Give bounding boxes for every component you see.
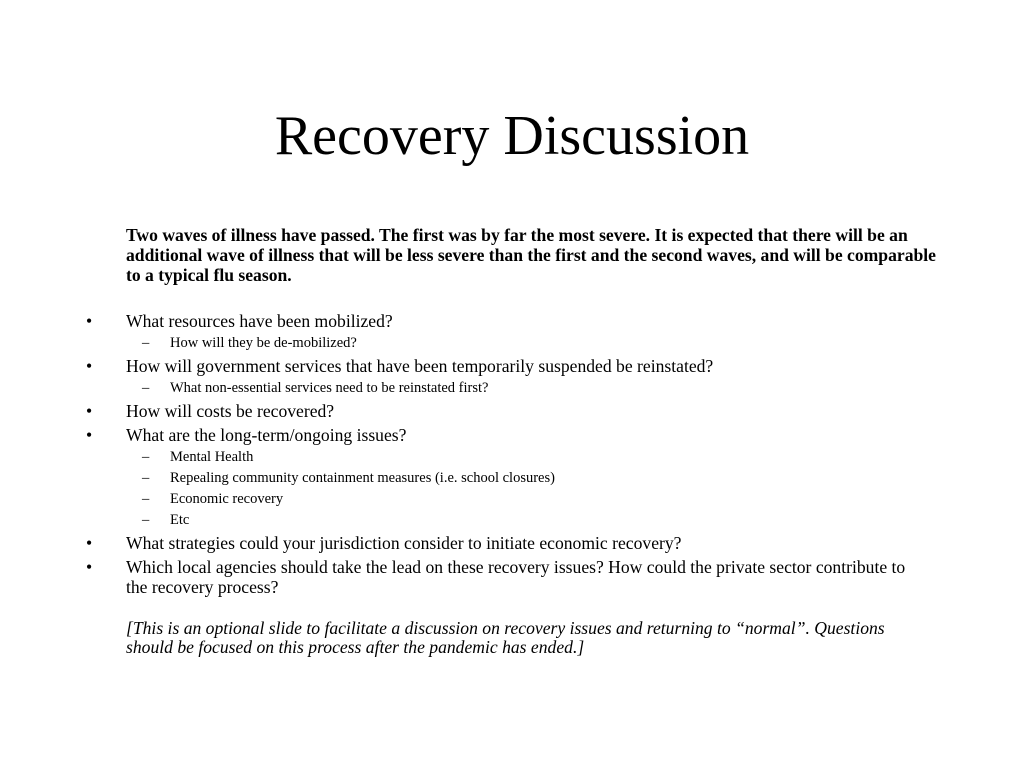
list-item-text: What strategies could your jurisdiction consider to initiate economic recovery? [126,533,682,553]
sub-list-item [0,491,930,508]
bullet-marker: • [86,401,93,421]
bullet-marker: • [86,356,93,376]
list-item-text: Which local agencies should take the lead on these recovery issues? How could the private sector contribute to the recovery process? [126,557,906,597]
bullet-marker: • [86,557,93,577]
bullet-marker: • [86,533,93,553]
scenario-intro: Two waves of illness have passed. The first was by far the most severe. It is expected that there will be an additional wave of illness that will be less severe than the first and the second waves, and will be comparable to a typical flu season. [126,225,936,285]
list-item [0,557,926,597]
sub-list-item [0,449,930,466]
bullet-marker: • [86,311,93,331]
sub-list-item [0,335,930,352]
dash-marker: – [142,512,150,528]
sub-list-item [0,380,930,397]
sub-list-item-text: Economic recovery [170,491,284,507]
dash-marker: – [142,491,150,507]
sub-list-item-text: Etc [170,512,190,528]
facilitator-note: [This is an optional slide to facilitate a discussion on recovery issues and returning to “normal”. Questions should be focused on this process after the pandemic has ended.] [126,618,885,657]
dash-marker: – [142,449,150,465]
sub-list-item-text: What non-essential services need to be reinstated first? [170,380,489,396]
list-item [0,401,926,421]
list-item [0,533,926,553]
sub-list-item-text: How will they be de-mobilized? [170,335,357,351]
dash-marker: – [142,380,150,396]
list-item-text: How will costs be recovered? [126,401,335,421]
sub-list-item-text: Repealing community containment measures (i.e. school closures) [170,470,555,486]
discussion-questions [0,311,1024,601]
bullet-marker: • [86,425,93,445]
list-item-text: What resources have been mobilized? [126,311,393,331]
list-item [0,425,926,445]
sub-list-item [0,470,930,487]
list-item-text: What are the long-term/ongoing issues? [126,425,407,445]
sub-list-item [0,512,930,529]
slide-title: Recovery Discussion [274,105,750,167]
dash-marker: – [142,470,150,486]
list-item [0,356,926,376]
list-item-text: How will government services that have been temporarily suspended be reinstated? [126,356,714,376]
list-item [0,311,926,331]
sub-list-item-text: Mental Health [170,449,254,465]
dash-marker: – [142,335,150,351]
